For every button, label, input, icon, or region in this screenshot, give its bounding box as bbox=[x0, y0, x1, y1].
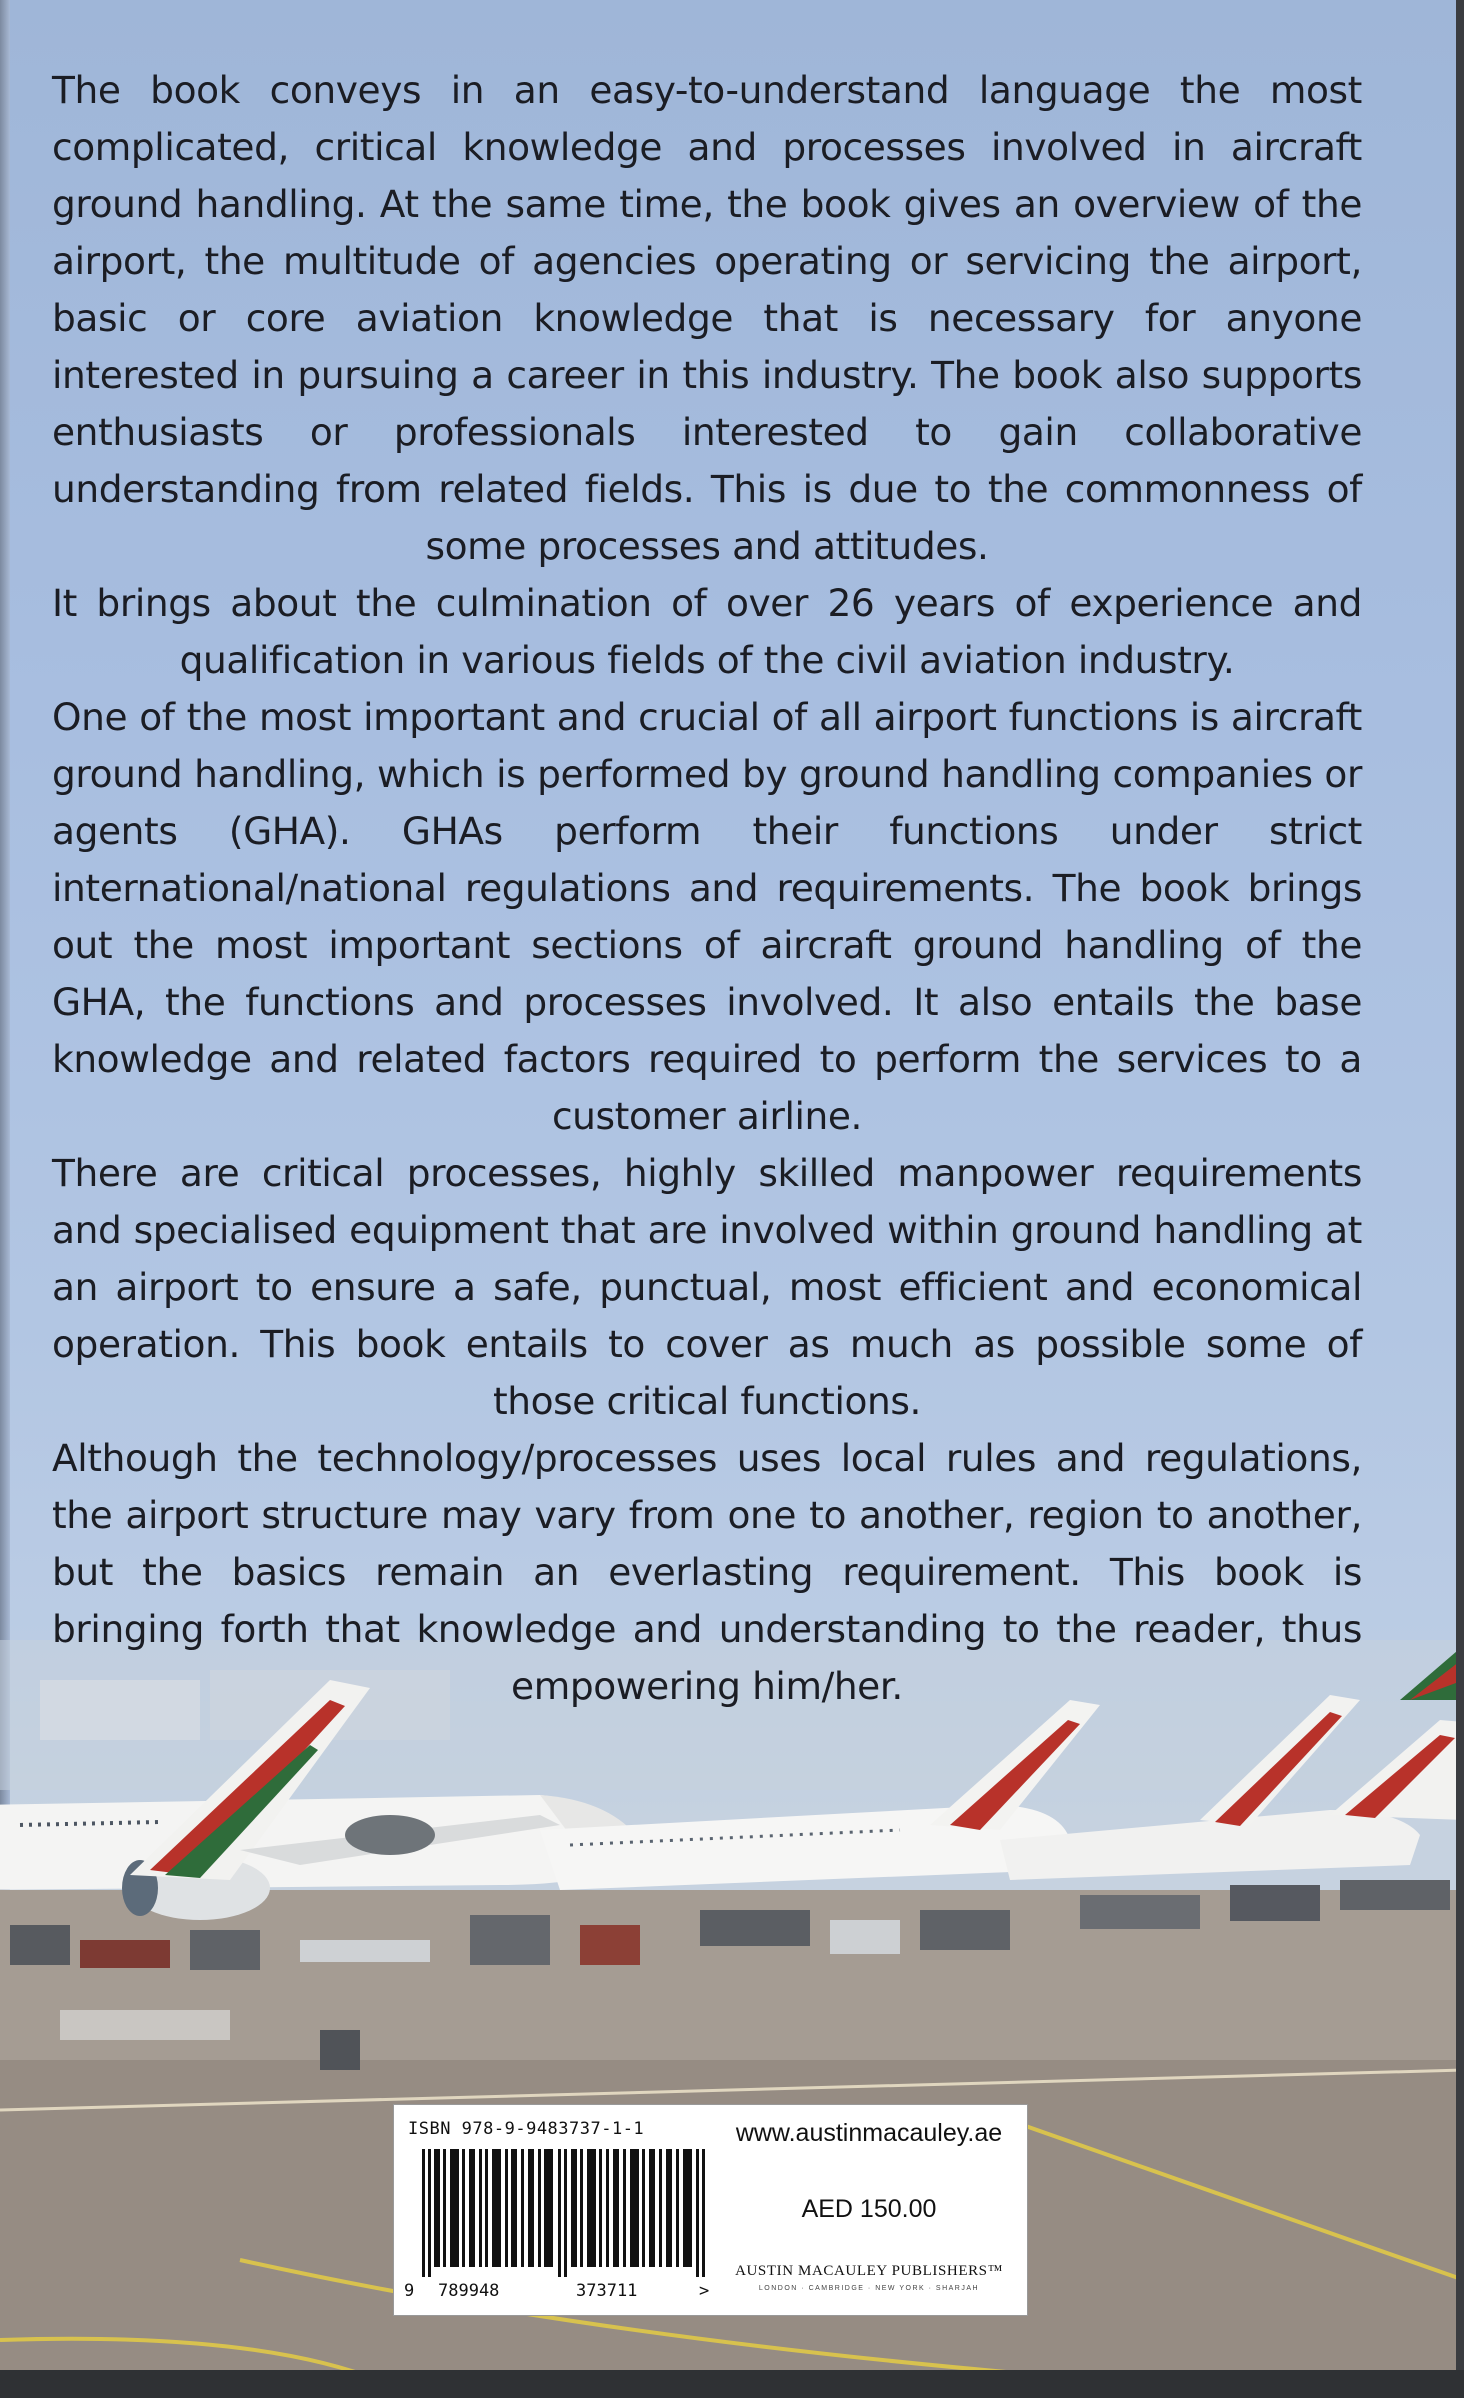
blurb-paragraph: There are critical processes, highly skilled manpower requirements and specialised equipment that are involved within ground handling at an airport to ensure a safe, punctual, most efficient and economical operation. This book entails to cover as much as possible some of those critical functions. bbox=[52, 1151, 1362, 1423]
scan-edge-right bbox=[1456, 0, 1464, 2398]
publisher-url: www.austinmacauley.ae bbox=[735, 2119, 1003, 2147]
barcode-tail-mark: > bbox=[699, 2281, 710, 2301]
blurb-paragraph: One of the most important and crucial of all airport functions is aircraft ground handling, which is performed by ground handling companies or agents (GHA). GHAs perform their functions under strict international/national regulations and requirements. The book brings out the most important sections of aircraft ground handling of the GHA, the functions and processes involved. It also entails the base knowledge and related factors required to perform the services to a customer airline. bbox=[52, 695, 1362, 1138]
blurb-text bbox=[52, 62, 1362, 1715]
blurb-paragraph: It brings about the culmination of over 26 years of experience and qualification in various fields of the civil aviation industry. bbox=[52, 581, 1362, 682]
barcode-lead-digit: 9 bbox=[404, 2281, 415, 2301]
blurb-paragraph: Although the technology/processes uses local rules and regulations, the airport structure may vary from one to another, region to another, but the basics remain an everlasting requirement. This book is bringing forth that knowledge and understanding to the reader, thus empowering him/her. bbox=[52, 1436, 1362, 1708]
barcode-icon bbox=[422, 2149, 712, 2277]
blurb-paragraph: The book conveys in an easy-to-understand language the most complicated, critical knowledge and processes involved in aircraft ground handling. At the same time, the book gives an overview of the airport, the multitude of agencies operating or servicing the airport, basic or core aviation knowledge that is necessary for anyone interested in pursuing a career in this industry. The book also supports enthusiasts or professionals interested to gain collaborative understanding from related fields. This is due to the commonness of some processes and attitudes. bbox=[52, 68, 1362, 568]
barcode-left-digits: 789948 bbox=[438, 2281, 500, 2301]
price-label: AED 150.00 bbox=[801, 2195, 937, 2223]
barcode-right-digits: 373711 bbox=[576, 2281, 638, 2301]
isbn-sticker bbox=[393, 2104, 1028, 2316]
scan-edge-bottom bbox=[0, 2370, 1464, 2398]
publisher-name: AUSTIN MACAULEY PUBLISHERS™ bbox=[735, 2263, 1003, 2279]
publisher-cities: LONDON · CAMBRIDGE · NEW YORK · SHARJAH bbox=[758, 2285, 980, 2292]
isbn-number: ISBN 978-9-9483737-1-1 bbox=[408, 2119, 645, 2139]
